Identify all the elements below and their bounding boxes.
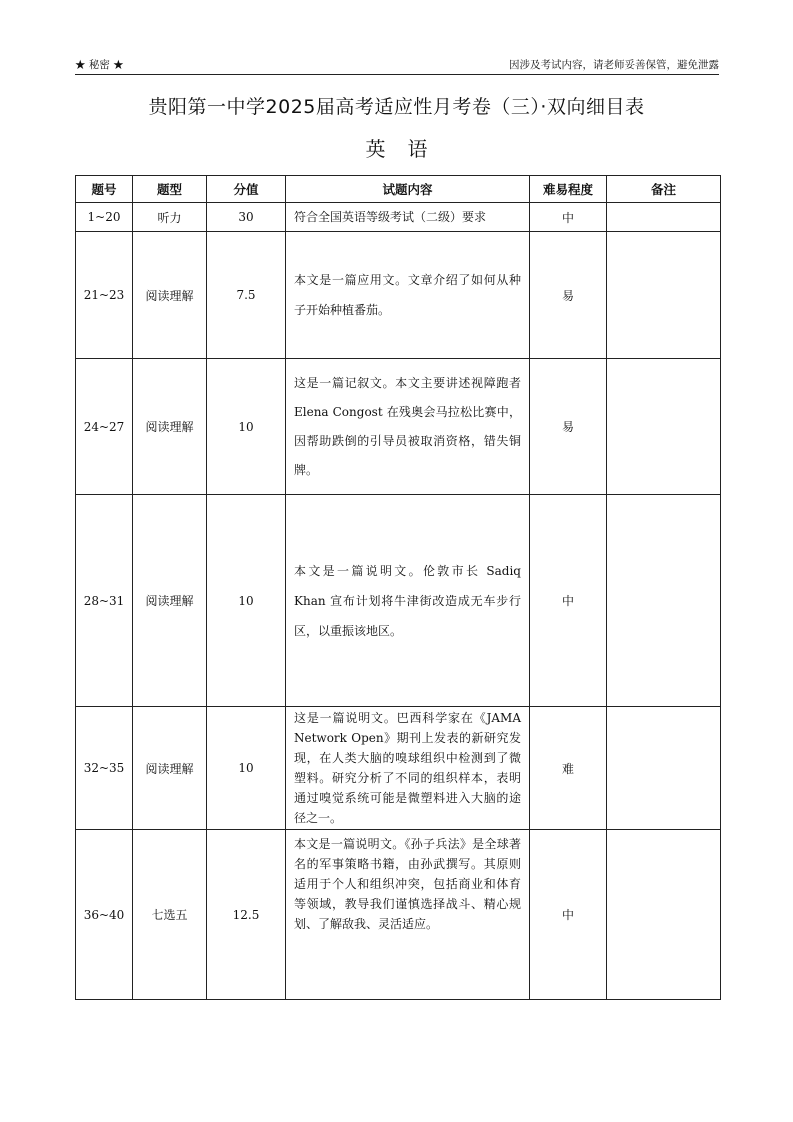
cell-number: 24~27 <box>76 359 133 495</box>
column-header-content: 试题内容 <box>286 176 530 203</box>
column-header-number: 题号 <box>76 176 133 203</box>
cell-number: 36~40 <box>76 830 133 1000</box>
confidentiality-notice: 因涉及考试内容，请老师妥善保管，避免泄露 <box>509 59 719 71</box>
cell-note <box>607 707 721 830</box>
page-header <box>75 57 719 73</box>
cell-number: 32~35 <box>76 707 133 830</box>
cell-note <box>607 359 721 495</box>
table-row <box>76 707 721 830</box>
cell-difficulty: 中 <box>530 495 607 707</box>
cell-number: 28~31 <box>76 495 133 707</box>
cell-content: 本文是一篇应用文。文章介绍了如何从种子开始种植番茄。 <box>286 232 530 359</box>
specification-table <box>75 175 721 1000</box>
header-divider <box>75 74 719 75</box>
table-row <box>76 495 721 707</box>
cell-note <box>607 495 721 707</box>
cell-type: 阅读理解 <box>133 707 207 830</box>
cell-note <box>607 830 721 1000</box>
cell-type: 七选五 <box>133 830 207 1000</box>
cell-difficulty: 中 <box>530 203 607 232</box>
cell-content: 这是一篇记叙文。本文主要讲述视障跑者 Elena Congost 在残奥会马拉松比赛中，因帮助跌倒的引导员被取消资格，错失铜牌。 <box>286 359 530 495</box>
cell-score: 30 <box>207 203 286 232</box>
cell-number: 21~23 <box>76 232 133 359</box>
document-title: 贵阳第一中学2025届高考适应性月考卷（三）·双向细目表 <box>148 96 645 118</box>
cell-difficulty: 易 <box>530 359 607 495</box>
cell-difficulty: 难 <box>530 707 607 830</box>
column-header-score: 分值 <box>207 176 286 203</box>
column-header-note: 备注 <box>607 176 721 203</box>
cell-score: 10 <box>207 495 286 707</box>
cell-score: 12.5 <box>207 830 286 1000</box>
cell-content: 符合全国英语等级考试（二级）要求 <box>286 203 530 232</box>
cell-note <box>607 232 721 359</box>
cell-difficulty: 易 <box>530 232 607 359</box>
table-row <box>76 830 721 1000</box>
cell-number: 1~20 <box>76 203 133 232</box>
cell-score: 10 <box>207 359 286 495</box>
cell-note <box>607 203 721 232</box>
cell-difficulty: 中 <box>530 830 607 1000</box>
cell-type: 阅读理解 <box>133 359 207 495</box>
confidential-mark: ★ 秘密 ★ <box>75 59 124 71</box>
table-row <box>76 232 721 359</box>
cell-content: 本文是一篇说明文。伦敦市长 Sadiq Khan 宣布计划将牛津街改造成无车步行区，以重振该地区。 <box>286 495 530 707</box>
cell-type: 阅读理解 <box>133 232 207 359</box>
cell-type: 听力 <box>133 203 207 232</box>
column-header-type: 题型 <box>133 176 207 203</box>
table-row <box>76 203 721 232</box>
cell-content: 这是一篇说明文。巴西科学家在《JAMA Network Open》期刊上发表的新研究发现，在人类大脑的嗅球组织中检测到了微塑料。研究分析了不同的组织样本，表明通过嗅觉系统可能是微塑料进入大脑的途径之一。 <box>286 707 530 830</box>
cell-score: 10 <box>207 707 286 830</box>
cell-type: 阅读理解 <box>133 495 207 707</box>
column-header-difficulty: 难易程度 <box>530 176 607 203</box>
cell-score: 7.5 <box>207 232 286 359</box>
table-header-row <box>76 176 721 203</box>
subject-title: 英语 <box>365 137 450 161</box>
table-row <box>76 359 721 495</box>
cell-content: 本文是一篇说明文。《孙子兵法》是全球著名的军事策略书籍，由孙武撰写。其原则适用于个人和组织冲突，包括商业和体育等领域，教导我们谨慎选择战斗、精心规划、了解敌我、灵活适应。 <box>286 830 530 1000</box>
